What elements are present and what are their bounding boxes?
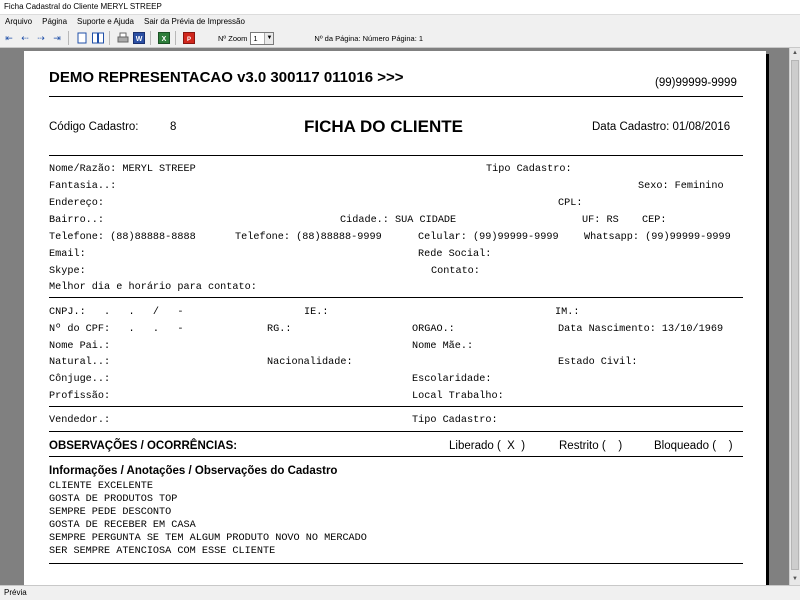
note-line: SER SEMPRE ATENCIOSA COM ESSE CLIENTE — [49, 546, 276, 557]
window-title: Ficha Cadastral do Cliente MERYL STREEP — [0, 0, 800, 15]
field-fantasia: Fantasia..: — [49, 181, 117, 192]
chevron-down-icon[interactable]: ▼ — [264, 33, 273, 44]
field-nome: Nome/Razão: MERYL STREEP — [49, 164, 196, 175]
field-cep: CEP: — [642, 215, 667, 226]
field-nome-mae: Nome Mãe.: — [412, 341, 474, 352]
divider — [49, 297, 743, 298]
previous-page-icon[interactable]: ⇠ — [21, 32, 29, 43]
svg-text:W: W — [135, 36, 143, 43]
obs-title: OBSERVAÇÕES / OCORRÊNCIAS: — [49, 440, 238, 452]
field-telefone2: Telefone: (88)88888-9999 — [235, 232, 382, 243]
company-phone: (99)99999-9999 — [655, 77, 737, 89]
field-cidade: Cidade.: SUA CIDADE — [340, 215, 457, 226]
toolbar-separator — [68, 31, 69, 45]
status-restrito: Restrito ( ) — [559, 440, 623, 452]
word-export-icon[interactable] — [132, 31, 146, 45]
toolbar-separator — [175, 31, 176, 45]
field-tipo-cadastro-2: Tipo Cadastro: — [412, 415, 498, 426]
field-nacionalidade: Nacionalidade: — [267, 357, 353, 368]
next-page-icon[interactable]: ⇢ — [37, 32, 45, 43]
field-ie: IE.: — [304, 307, 329, 318]
field-data-nascimento: Data Nascimento: 13/10/1969 — [558, 324, 724, 335]
field-natural: Natural..: — [49, 357, 111, 368]
svg-text:P: P — [186, 37, 192, 43]
data-cadastro: Data Cadastro: 01/08/2016 — [592, 121, 731, 133]
zoom-label: Nº Zoom — [218, 33, 248, 43]
status-bloqueado: Bloqueado ( ) — [654, 440, 733, 452]
first-page-icon[interactable]: ⇤ — [5, 32, 13, 43]
scroll-down-icon[interactable]: ▼ — [792, 576, 798, 582]
codigo-value: 8 — [170, 121, 177, 133]
field-im: IM.: — [555, 307, 580, 318]
field-local-trabalho: Local Trabalho: — [412, 391, 504, 402]
status-liberado: Liberado ( X ) — [449, 440, 526, 452]
two-pages-icon[interactable] — [91, 31, 105, 45]
field-orgao: ORGAO.: — [412, 324, 455, 335]
field-email: Email: — [49, 249, 86, 260]
page-number-label: Nº da Página: Número Página: 1 — [314, 33, 424, 43]
field-telefone1: Telefone: (88)88888-8888 — [49, 232, 196, 243]
field-cpl: CPL: — [558, 198, 583, 209]
field-melhor-dia: Melhor dia e horário para contato: — [49, 282, 257, 293]
menu-arquivo[interactable]: Arquivo — [5, 17, 33, 26]
report-page — [24, 51, 766, 585]
last-page-icon[interactable]: ⇥ — [53, 32, 61, 43]
field-profissao: Profissão: — [49, 391, 111, 402]
field-uf: UF: RS — [582, 215, 619, 226]
divider — [49, 155, 743, 156]
field-cpf: Nº do CPF: . . - — [49, 324, 184, 335]
field-endereco: Endereço: — [49, 198, 105, 209]
divider — [49, 563, 743, 564]
toolbar — [0, 29, 800, 48]
field-rg: RG.: — [267, 324, 292, 335]
field-estado-civil: Estado Civil: — [558, 357, 638, 368]
menu-bar — [0, 15, 800, 29]
preview-area — [0, 48, 789, 585]
note-line: SEMPRE PEDE DESCONTO — [49, 507, 172, 518]
field-bairro: Bairro..: — [49, 215, 105, 226]
menu-suporte[interactable]: Suporte e Ajuda — [77, 17, 134, 26]
divider — [49, 96, 743, 97]
divider — [49, 431, 743, 432]
report-title: FICHA DO CLIENTE — [304, 117, 463, 136]
pdf-export-icon[interactable] — [182, 31, 196, 45]
single-page-icon[interactable] — [75, 31, 89, 45]
field-sexo: Sexo: Feminino — [638, 181, 724, 192]
note-line: CLIENTE EXCELENTE — [49, 481, 153, 492]
status-bar: Prévia — [0, 585, 800, 600]
codigo-label: Código Cadastro: — [49, 121, 139, 133]
print-icon[interactable] — [116, 31, 130, 45]
toolbar-separator — [109, 31, 110, 45]
field-rede-social: Rede Social: — [418, 249, 492, 260]
menu-sair[interactable]: Sair da Prévia de Impressão — [143, 17, 245, 26]
field-escolaridade: Escolaridade: — [412, 374, 492, 385]
menu-pagina[interactable]: Página — [42, 17, 68, 26]
scrollbar-thumb[interactable] — [791, 60, 799, 570]
field-tipo-cadastro: Tipo Cadastro: — [486, 164, 572, 175]
divider — [49, 406, 743, 407]
toolbar-separator — [150, 31, 151, 45]
field-cnpj: CNPJ.: . . / - — [49, 307, 184, 318]
field-skype: Skype: — [49, 266, 86, 277]
divider — [49, 456, 743, 457]
field-conjuge: Cônjuge..: — [49, 374, 111, 385]
excel-export-icon[interactable] — [157, 31, 171, 45]
note-line: GOSTA DE PRODUTOS TOP — [49, 494, 178, 505]
company-name: DEMO REPRESENTACAO v3.0 300117 011016 >>> — [49, 69, 404, 86]
note-line: GOSTA DE RECEBER EM CASA — [49, 520, 196, 531]
field-celular: Celular: (99)99999-9999 — [418, 232, 559, 243]
field-vendedor: Vendedor.: — [49, 415, 111, 426]
zoom-select[interactable] — [250, 32, 274, 45]
vertical-scrollbar[interactable] — [789, 48, 800, 585]
field-contato: Contato: — [431, 266, 480, 277]
info-title: Informações / Anotações / Observações do Cadastro — [49, 465, 338, 477]
note-line: SEMPRE PERGUNTA SE TEM ALGUM PRODUTO NOVO NO MERCADO — [49, 533, 367, 544]
zoom-value: 1 — [253, 33, 258, 43]
field-nome-pai: Nome Pai.: — [49, 341, 111, 352]
svg-text:X: X — [161, 36, 167, 43]
field-whatsapp: Whatsapp: (99)99999-9999 — [584, 232, 731, 243]
scroll-up-icon[interactable]: ▲ — [792, 50, 798, 56]
